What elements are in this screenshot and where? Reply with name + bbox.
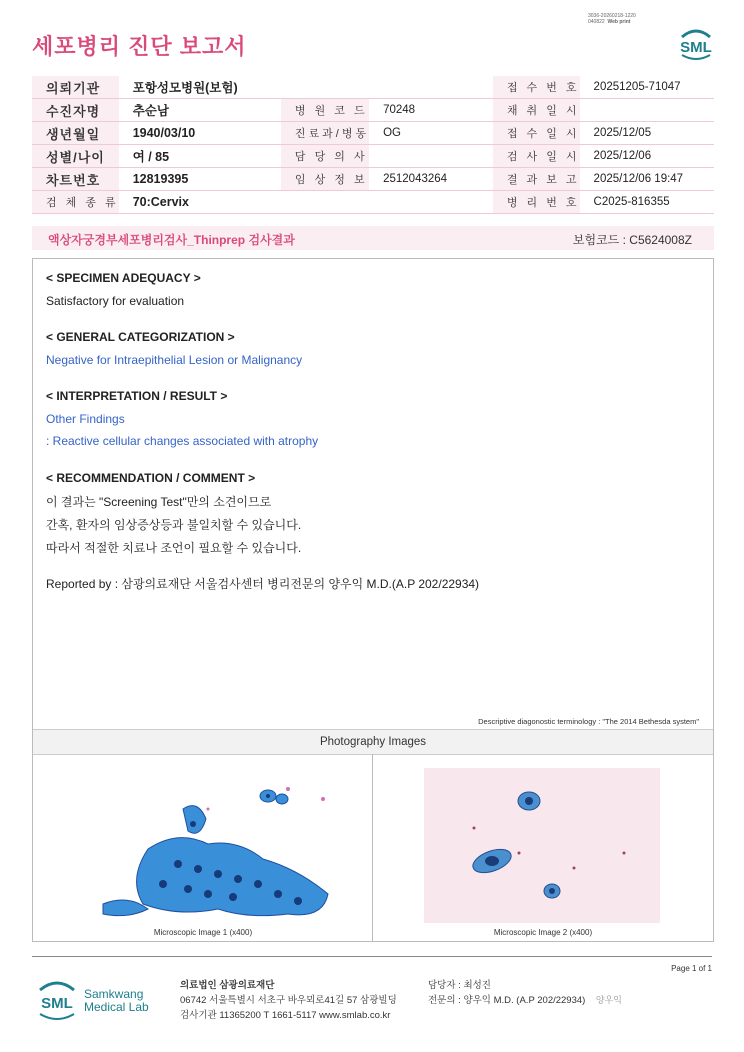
info-value [580, 99, 714, 122]
info-label: 의뢰기관 [32, 76, 119, 99]
info-value: 포항성모병원(보험) [119, 76, 281, 99]
info-value: 추순남 [119, 99, 281, 122]
info-row [32, 76, 714, 99]
info-value: 여 / 85 [119, 145, 281, 168]
info-row [32, 191, 714, 214]
footer-logo-sml: SML [41, 995, 73, 1012]
recommendation-heading: < RECOMMENDATION / COMMENT > [46, 471, 256, 485]
print-code: 3036-20260218-1220 040822 Web print [588, 13, 636, 25]
adequacy-heading: < SPECIMEN ADEQUACY > [46, 271, 201, 285]
info-label: 접 수 일 시 [493, 122, 580, 145]
page-number: Page 1 of 1 [671, 964, 712, 973]
photo-heading: Photography Images [33, 729, 713, 755]
info-row [32, 168, 714, 191]
info-label: 접 수 번 호 [493, 76, 580, 99]
info-value [369, 76, 493, 99]
specialist-signature: 양우익 [595, 995, 622, 1005]
info-value: 12819395 [119, 168, 281, 191]
info-row [32, 122, 714, 145]
comment-line-3: 따라서 적절한 치료나 조언이 필요할 수 있습니다. [46, 541, 302, 555]
adequacy-value: Satisfactory for evaluation [46, 294, 185, 308]
test-name: 액상자궁경부세포병리검사_Thinprep 검사결과 [48, 233, 295, 247]
info-value: 1940/03/10 [119, 122, 281, 145]
info-label: 병 리 번 호 [493, 191, 580, 214]
info-empty [281, 76, 369, 99]
image-2-caption: Microscopic Image 2 (x400) [493, 928, 593, 937]
sml-logo-text: SML [680, 39, 712, 56]
insurance-code: 보험코드 : C5624008Z [572, 233, 692, 247]
reported-by: Reported by : 삼광의료재단 서울검사센터 병리전문의 양우익 M.D.(A.P 202/22934) [46, 577, 480, 591]
info-value: 20251205-71047 [580, 76, 714, 99]
footer-sml-logo-icon [36, 978, 78, 1026]
info-label: 생년월일 [32, 122, 119, 145]
info-empty [281, 191, 369, 214]
info-label: 결 과 보 고 [493, 168, 580, 191]
interpretation-line-1: Other Findings [46, 412, 125, 426]
info-label: 채 취 일 시 [493, 99, 580, 122]
category-value: Negative for Intraepithelial Lesion or Malignancy [46, 353, 303, 367]
info-label: 성별/나이 [32, 145, 119, 168]
info-value: 2025/12/05 [580, 122, 714, 145]
image-1-caption: Microscopic Image 1 (x400) [153, 928, 253, 937]
patient-info-table [32, 76, 714, 214]
info-value: C2025-816355 [580, 191, 714, 214]
interpretation-heading: < INTERPRETATION / RESULT > [46, 389, 228, 403]
info-label: 진료과/병동 [281, 122, 369, 145]
microscopic-image-1 [88, 769, 338, 924]
info-label: 병 원 코 드 [281, 99, 369, 122]
footer-org-info: 의료법인 삼광의료재단 06742 서울특별시 서초구 바우뫼로41길 57 삼광빌딩 검사기관 11365200 T 1661-5117 www.smlab.co.kr [180, 980, 397, 1021]
info-label: 차트번호 [32, 168, 119, 191]
info-row [32, 99, 714, 122]
interpretation-line-2: : Reactive cellular changes associated with atrophy [46, 434, 319, 448]
footer-staff-info: 담당자 : 최성진 전문의 : 양우익 M.D. (A.P 202/22934) 양우익 [428, 980, 622, 1006]
info-value: 2512043264 [369, 168, 493, 191]
info-value [369, 191, 493, 214]
category-heading: < GENERAL CATEGORIZATION > [46, 330, 235, 344]
info-row [32, 145, 714, 168]
terminology-note: Descriptive diagonostic terminology : "The 2014 Bethesda system" [478, 717, 699, 726]
info-value: 70:Cervix [119, 191, 281, 214]
info-label: 수진자명 [32, 99, 119, 122]
sml-logo-icon [676, 25, 716, 61]
info-label: 검 체 종 류 [32, 191, 119, 214]
photo-divider [372, 754, 373, 941]
info-value: OG [369, 122, 493, 145]
test-name-bar [32, 226, 714, 250]
info-value: 2025/12/06 19:47 [580, 168, 714, 191]
comment-line-1: 이 결과는 "Screening Test"만의 소견이므로 [46, 495, 272, 509]
report-title: 세포병리 진단 보고서 [32, 34, 247, 59]
info-label: 담 당 의 사 [281, 145, 369, 168]
microscopic-image-2 [424, 768, 660, 923]
footer-logo-name: Samkwang Medical Lab [84, 987, 149, 1014]
info-value [369, 145, 493, 168]
info-value: 2025/12/06 [580, 145, 714, 168]
comment-line-2: 간혹, 환자의 임상증상등과 불일치할 수 있습니다. [46, 518, 302, 532]
info-value: 70248 [369, 99, 493, 122]
info-label: 검 사 일 시 [493, 145, 580, 168]
result-box [32, 258, 714, 942]
footer-divider [32, 956, 712, 957]
info-label: 임 상 정 보 [281, 168, 369, 191]
